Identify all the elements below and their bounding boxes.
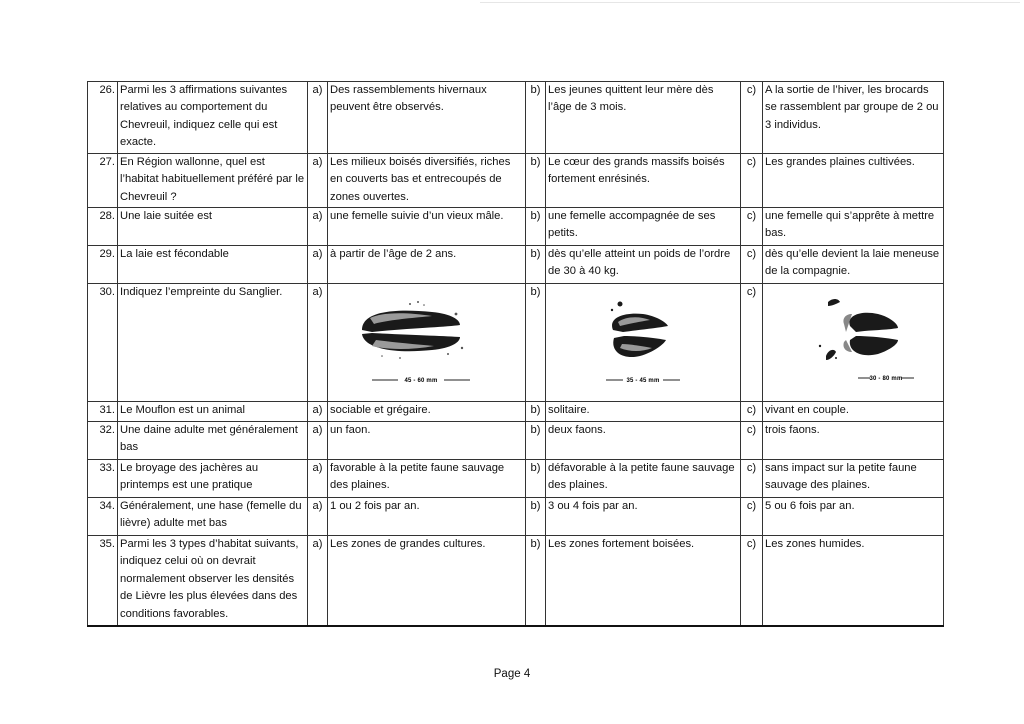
answer-b[interactable]: deux faons. <box>546 422 741 460</box>
answer-b[interactable]: Les zones fortement boisées. <box>546 536 741 626</box>
question-text: En Région wallonne, quel est l’habitat habituellement préféré par le Chevreuil ? <box>118 154 308 208</box>
option-letter-b: b) <box>526 82 546 154</box>
answer-b[interactable]: Les jeunes quittent leur mère dès l’âge de 3 mois. <box>546 82 741 154</box>
question-row <box>88 284 944 402</box>
option-letter-a: a) <box>308 82 328 154</box>
answer-b[interactable]: une femelle accompagnée de ses petits. <box>546 208 741 246</box>
footprint-b-illustration <box>568 290 718 390</box>
answer-b-footprint[interactable] <box>546 284 741 402</box>
option-letter-b: b) <box>526 402 546 422</box>
answer-a[interactable]: un faon. <box>328 422 526 460</box>
footprint-a-illustration <box>352 290 502 390</box>
answer-a[interactable]: Des rassemblements hivernaux peuvent être observés. <box>328 82 526 154</box>
option-letter-b: b) <box>526 498 546 536</box>
question-row <box>88 154 944 208</box>
answer-c[interactable]: dès qu’elle devient la laie meneuse de la compagnie. <box>763 246 944 284</box>
answer-b[interactable]: défavorable à la petite faune sauvage des plaines. <box>546 460 741 498</box>
question-row <box>88 402 944 422</box>
question-text: Généralement, une hase (femelle du lièvre) adulte met bas <box>118 498 308 536</box>
answer-c-footprint[interactable] <box>763 284 944 402</box>
question-row <box>88 246 944 284</box>
answer-a[interactable]: sociable et grégaire. <box>328 402 526 422</box>
option-letter-c: c) <box>741 536 763 626</box>
answer-b[interactable]: dès qu’elle atteint un poids de l’ordre de 30 à 40 kg. <box>546 246 741 284</box>
answer-c[interactable]: sans impact sur la petite faune sauvage des plaines. <box>763 460 944 498</box>
answer-c[interactable]: Les grandes plaines cultivées. <box>763 154 944 208</box>
page-number: Page 4 <box>493 668 531 680</box>
question-text: Parmi les 3 types d’habitat suivants, indiquez celui où on devrait normalement observer les densités de Lièvre les plus élevées dans des conditions favorables. <box>118 536 308 626</box>
question-number: 31. <box>88 402 118 422</box>
option-letter-a: a) <box>308 498 328 536</box>
question-number: 35. <box>88 536 118 626</box>
answer-a[interactable]: une femelle suivie d’un vieux mâle. <box>328 208 526 246</box>
question-number: 27. <box>88 154 118 208</box>
question-row <box>88 422 944 460</box>
option-letter-a: a) <box>308 422 328 460</box>
answer-c[interactable]: une femelle qui s’apprête à mettre bas. <box>763 208 944 246</box>
question-text: Une daine adulte met généralement bas <box>118 422 308 460</box>
option-letter-a: a) <box>308 154 328 208</box>
question-text: Parmi les 3 affirmations suivantes relatives au comportement du Chevreuil, indiquez celle qui est exacte. <box>118 82 308 154</box>
question-number: 29. <box>88 246 118 284</box>
answer-a[interactable]: favorable à la petite faune sauvage des plaines. <box>328 460 526 498</box>
option-letter-a: a) <box>308 208 328 246</box>
option-letter-c: c) <box>741 82 763 154</box>
option-letter-b: b) <box>526 284 546 402</box>
question-text: Le broyage des jachères au printemps est une pratique <box>118 460 308 498</box>
option-letter-a: a) <box>308 460 328 498</box>
option-letter-c: c) <box>741 154 763 208</box>
question-text: Indiquez l’empreinte du Sanglier. <box>118 284 308 402</box>
question-row <box>88 82 944 154</box>
option-letter-a: a) <box>308 284 328 402</box>
question-number: 33. <box>88 460 118 498</box>
option-letter-b: b) <box>526 154 546 208</box>
scale-label-c: 30 - 80 mm <box>869 376 903 382</box>
scan-edge-line <box>480 2 1020 3</box>
answer-a[interactable]: 1 ou 2 fois par an. <box>328 498 526 536</box>
question-row <box>88 460 944 498</box>
answer-a[interactable]: à partir de l’âge de 2 ans. <box>328 246 526 284</box>
question-number: 34. <box>88 498 118 536</box>
option-letter-a: a) <box>308 402 328 422</box>
answer-a[interactable]: Les zones de grandes cultures. <box>328 536 526 626</box>
option-letter-c: c) <box>741 422 763 460</box>
answer-b[interactable]: solitaire. <box>546 402 741 422</box>
option-letter-c: c) <box>741 460 763 498</box>
question-number: 32. <box>88 422 118 460</box>
option-letter-c: c) <box>741 246 763 284</box>
option-letter-a: a) <box>308 246 328 284</box>
question-text: Le Mouflon est un animal <box>118 402 308 422</box>
scale-label-a: 45 - 60 mm <box>403 378 438 384</box>
option-letter-c: c) <box>741 498 763 536</box>
answer-a[interactable]: Les milieux boisés diversifiés, riches en couverts bas et entrecoupés de zones ouvertes. <box>328 154 526 208</box>
answer-b[interactable]: 3 ou 4 fois par an. <box>546 498 741 536</box>
footprint-c-illustration <box>778 290 928 390</box>
answer-c[interactable]: A la sortie de l’hiver, les brocards se rassemblent par groupe de 2 ou 3 individus. <box>763 82 944 154</box>
question-number: 26. <box>88 82 118 154</box>
answer-b[interactable]: Le cœur des grands massifs boisés fortement enrésinés. <box>546 154 741 208</box>
answer-c[interactable]: vivant en couple. <box>763 402 944 422</box>
question-row <box>88 208 944 246</box>
option-letter-b: b) <box>526 536 546 626</box>
scale-label-b: 35 - 45 mm <box>626 378 660 384</box>
question-row <box>88 498 944 536</box>
answer-c[interactable]: trois faons. <box>763 422 944 460</box>
questionnaire-table <box>87 81 944 627</box>
option-letter-c: c) <box>741 402 763 422</box>
option-letter-c: c) <box>741 208 763 246</box>
option-letter-a: a) <box>308 536 328 626</box>
question-text: Une laie suitée est <box>118 208 308 246</box>
option-letter-b: b) <box>526 460 546 498</box>
answer-c[interactable]: Les zones humides. <box>763 536 944 626</box>
question-text: La laie est fécondable <box>118 246 308 284</box>
option-letter-b: b) <box>526 422 546 460</box>
option-letter-c: c) <box>741 284 763 402</box>
option-letter-b: b) <box>526 246 546 284</box>
answer-c[interactable]: 5 ou 6 fois par an. <box>763 498 944 536</box>
question-number: 28. <box>88 208 118 246</box>
question-row <box>88 536 944 626</box>
option-letter-b: b) <box>526 208 546 246</box>
question-number: 30. <box>88 284 118 402</box>
answer-a-footprint[interactable] <box>328 284 526 402</box>
